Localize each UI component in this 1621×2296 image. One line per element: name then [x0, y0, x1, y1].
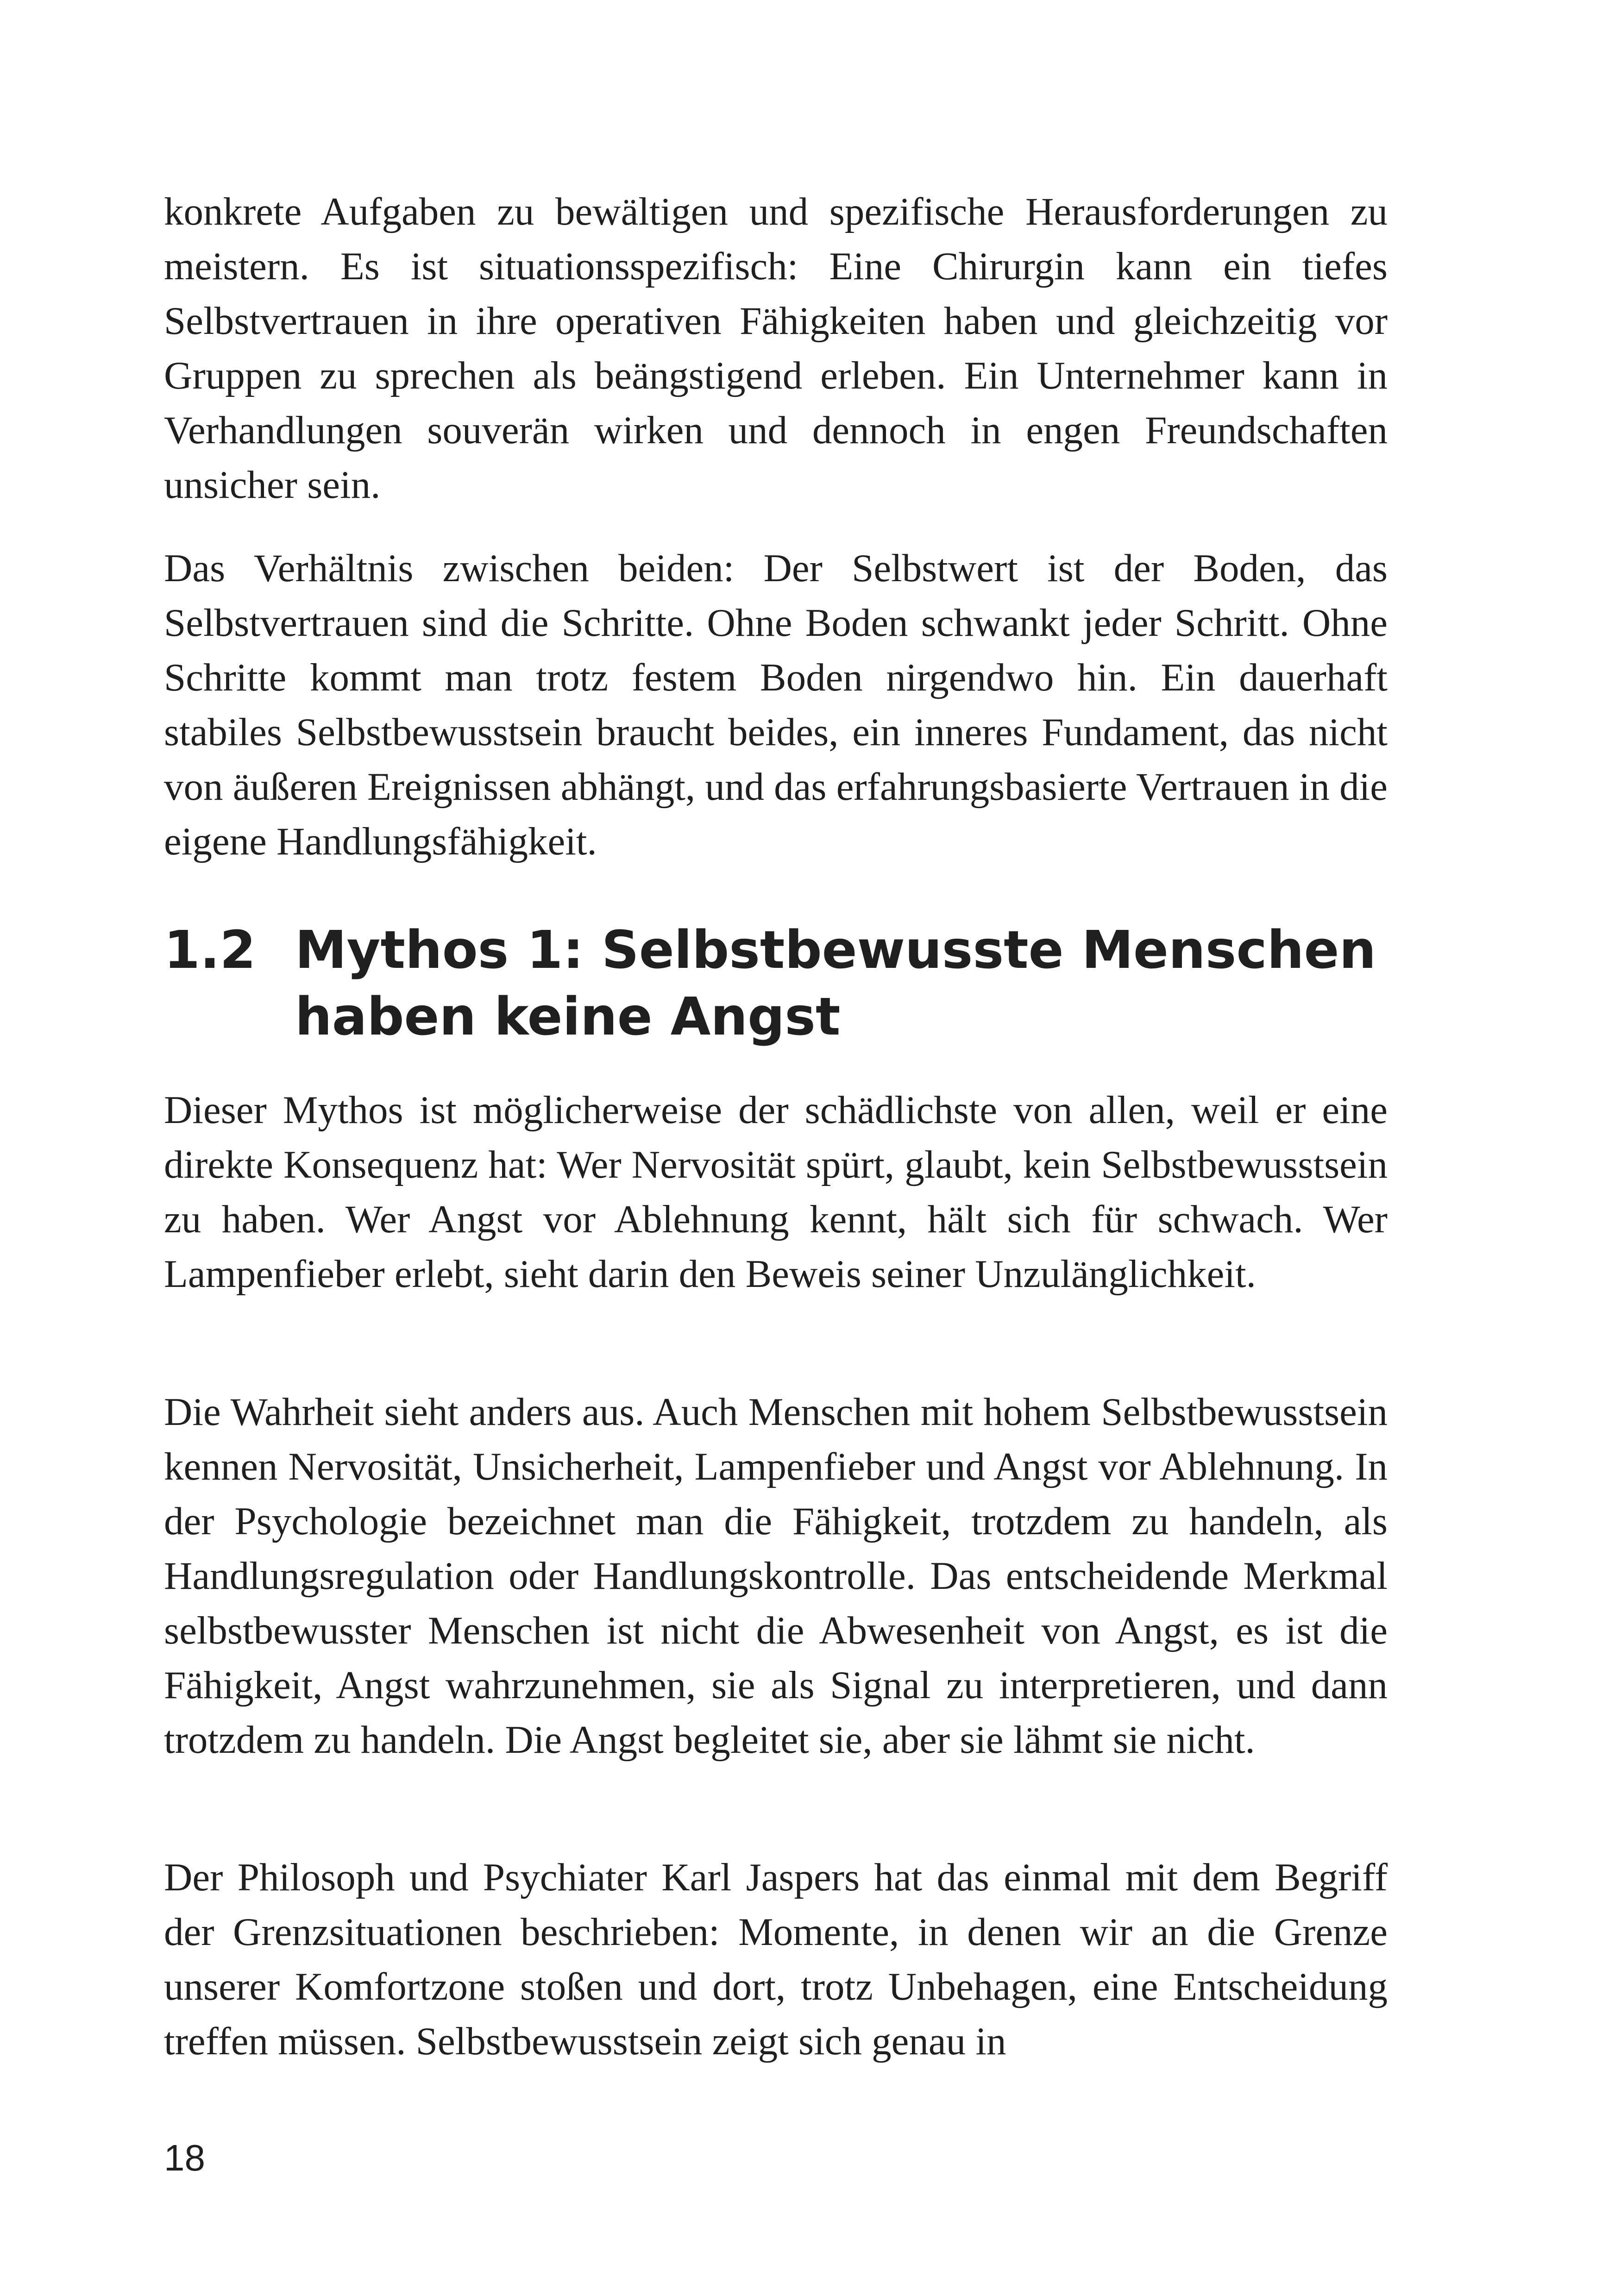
- body-paragraph-1: konkrete Aufgaben zu bewältigen und spezifische Herausforderungen zu meistern. Es ist situationsspezifisch: Eine Chirurgin kann ein tiefes Selbstvertrauen in ihre operativen Fähigkeiten haben und gleichzeitig vor Gruppen zu sprechen als beängstigend erleben. Ein Unternehmer kann in Verhandlungen souverän wirken und dennoch in engen Freundschaften unsicher sein.: [164, 190, 1388, 507]
- section-number: 1.2: [164, 920, 256, 980]
- body-paragraph-4: Die Wahrheit sieht anders aus. Auch Menschen mit hohem Selbstbewusstsein kennen Nervosität, Unsicherheit, Lampenfieber und Angst vor Ablehnung. In der Psychologie bezeichnet man die Fähigkeit, trotzdem zu handeln, als Handlungsregulation oder Handlungskontrolle. Das entscheidende Merkmal selbstbewusster Menschen ist nicht die Abwesenheit von Angst, es ist die Fähigkeit, Angst wahrzunehmen, sie als Signal zu interpretieren, und dann trotzdem zu handeln. Die Angst begleitet sie, aber sie lähmt sie nicht.: [164, 1390, 1388, 1762]
- section-title-line-2: haben keine Angst: [295, 987, 841, 1047]
- body-paragraph-2: Das Verhältnis zwischen beiden: Der Selbstwert ist der Boden, das Selbstvertrauen sind die Schritte. Ohne Boden schwankt jeder Schritt. Ohne Schritte kommt man trotz festem Boden nirgendwo hin. Ein dauerhaft stabiles Selbstbewusstsein braucht beides, ein inneres Fundament, das nicht von äußeren Ereignissen abhängt, und das erfahrungsbasierte Vertrauen in die eigene Handlungsfähigkeit.: [164, 546, 1388, 863]
- body-paragraph-5: Der Philosoph und Psychiater Karl Jaspers hat das einmal mit dem Begriff der Grenzsituationen beschrieben: Momente, in denen wir an die Grenze unserer Komfortzone stoßen und dort, trotz Unbehagen, eine Entscheidung treffen müssen. Selbstbewusstsein zeigt sich genau in: [164, 1856, 1388, 2063]
- section-title-line-1: Mythos 1: Selbstbewusste Menschen: [295, 920, 1376, 980]
- section-title: [295, 917, 1453, 1050]
- body-paragraph-3: Dieser Mythos ist möglicherweise der schädlichste von allen, weil er eine direkte Konsequenz hat: Wer Nervosität spürt, glaubt, kein Selbstbewusstsein zu haben. Wer Angst vor Ablehnung kennt, hält sich für schwach. Wer Lampenfieber erlebt, sieht darin den Beweis seiner Unzulänglichkeit.: [164, 1088, 1388, 1296]
- page-number: 18: [164, 2137, 205, 2178]
